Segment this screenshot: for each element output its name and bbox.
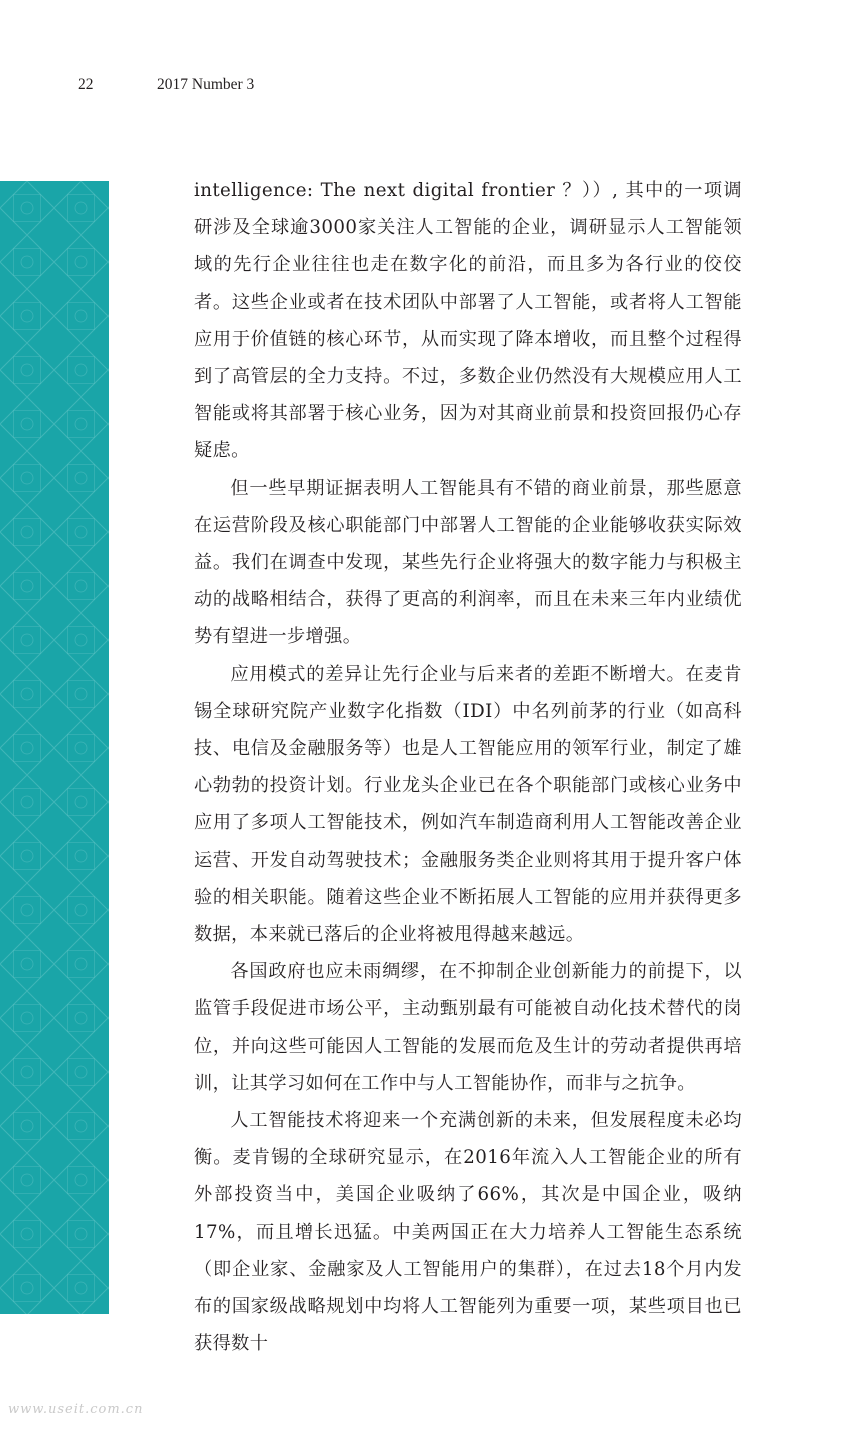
page-number: 22 xyxy=(78,76,94,93)
paragraph-1: intelligence: The next digital frontier ？））, 其中的一项调研涉及全球逾3000家关注人工智能的企业，调研显示人工智能领域的先行企业往往也走在数字化的前沿，而且多为各行业的佼佼者。这些企业或者在技术团队中部署了人工智能，或者将人工智能应用于价值链的核心环节，从而实现了降本增收，而且整个过程得到了高管层的全力支持。不过，多数企业仍然没有大规模应用人工智能或将其部署于核心业务，因为对其商业前景和投资回报仍心存疑虑。 xyxy=(194,180,742,462)
geometric-pattern-icon xyxy=(0,181,109,1314)
paragraph-4: 各国政府也应未雨绸缪，在不抑制企业创新能力的前提下，以监管手段促进市场公平，主动甄别最有可能被自动化技术替代的岗位，并向这些可能因人工智能的发展而危及生计的劳动者提供再培训，让其学习如何在工作中与人工智能协作，而非与之抗争。 xyxy=(194,961,742,1094)
paragraph-2: 但一些早期证据表明人工智能具有不错的商业前景，那些愿意在运营阶段及核心职能部门中部署人工智能的企业能够收获实际效益。我们在调查中发现，某些先行企业将强大的数字能力与积极主动的战略相结合，获得了更高的利润率，而且在未来三年内业绩优势有望进一步增强。 xyxy=(194,477,742,648)
running-header xyxy=(0,76,857,100)
issue-label: 2017 Number 3 xyxy=(157,76,255,93)
article-body xyxy=(194,172,742,1363)
paragraph-3: 应用模式的差异让先行企业与后来者的差距不断增大。在麦肯锡全球研究院产业数字化指数（IDI）中名列前茅的行业（如高科技、电信及金融服务等）也是人工智能应用的领军行业，制定了雄心勃勃的投资计划。行业龙头企业已在各个职能部门或核心业务中应用了多项人工智能技术，例如汽车制造商利用人工智能改善企业运营、开发自动驾驶技术；金融服务类企业则将其用于提升客户体验的相关职能。随着这些企业不断拓展人工智能的应用并获得更多数据，本来就已落后的企业将被甩得越来越远。 xyxy=(194,663,742,946)
site-watermark: www.useit.com.cn xyxy=(8,1402,144,1417)
paragraph-5: 人工智能技术将迎来一个充满创新的未来，但发展程度未必均衡。麦肯锡的全球研究显示，在2016年流入人工智能企业的所有外部投资当中，美国企业吸纳了66%，其次是中国企业，吸纳17%，而且增长迅猛。中美两国正在大力培养人工智能生态系统（即企业家、金融家及人工智能用户的集群），在过去18个月内发布的国家级战略规划中均将人工智能列为重要一项，某些项目也已获得数十 xyxy=(194,1110,742,1355)
decorative-side-band xyxy=(0,181,109,1314)
